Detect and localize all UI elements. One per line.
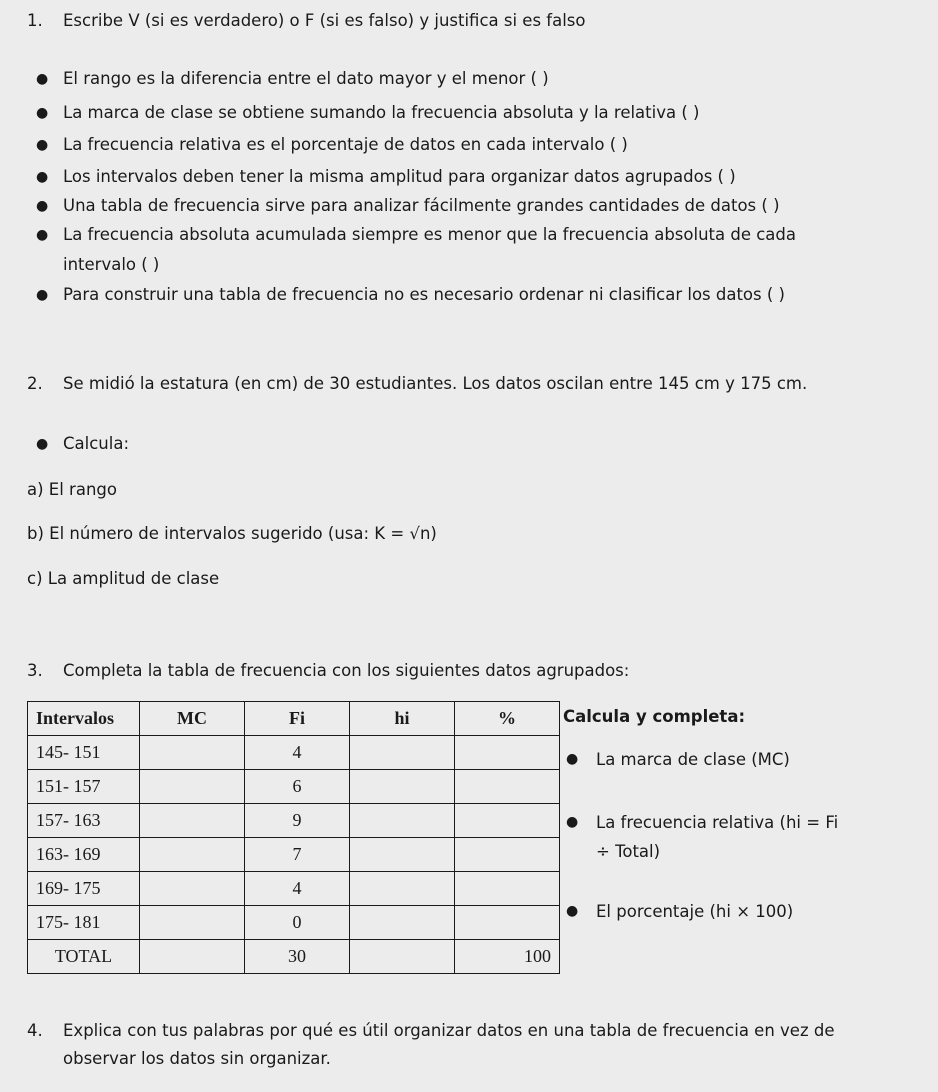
q2-calcula: Calcula: [63,434,129,453]
q1-statement-5: Una tabla de frecuencia sirve para analizar fácilmente grandes cantidades de datos ( ) [63,196,780,215]
bullet: ● [36,105,49,121]
cell-total-hi [350,940,455,974]
cell-fi: 7 [245,838,350,872]
q1-statement-6: La frecuencia absoluta acumulada siempre es menor que la frecuencia absoluta de cada [63,225,796,244]
q4-line2: observar los datos sin organizar. [63,1049,331,1068]
cell-mc [140,906,245,940]
side-item-hi: La frecuencia relativa (hi = Fi [596,813,839,832]
header-mc: MC [140,702,245,736]
cell-interval: 169- 175 [28,872,140,906]
cell-fi: 0 [245,906,350,940]
cell-interval: 175- 181 [28,906,140,940]
cell-total-percent: 100 [455,940,560,974]
cell-percent [455,804,560,838]
cell-total-label: TOTAL [28,940,140,974]
cell-fi: 4 [245,736,350,770]
frequency-table [27,701,560,974]
bullet: ● [36,137,49,153]
q2-number: 2. [27,374,43,393]
q1-statement-4: Los intervalos deben tener la misma amplitud para organizar datos agrupados ( ) [63,167,736,186]
q4-number: 4. [27,1021,43,1040]
q2-b: b) El número de intervalos sugerido (usa: K = √n) [27,524,437,543]
q1-statement-3: La frecuencia relativa es el porcentaje de datos en cada intervalo ( ) [63,135,628,154]
bullet: ● [566,814,579,830]
bullet: ● [36,71,49,87]
q2-a: a) El rango [27,480,117,499]
side-heading: Calcula y completa: [563,707,746,726]
q3-title-text: Completa la tabla de frecuencia con los siguientes datos agrupados: [63,661,630,680]
bullet: ● [566,751,579,767]
table-total-row [28,940,560,974]
table-row [28,838,560,872]
q4-title [27,1021,834,1040]
header-fi: Fi [245,702,350,736]
cell-mc [140,838,245,872]
side-item-mc: La marca de clase (MC) [596,750,790,769]
side-item-hi-cont: ÷ Total) [596,842,661,861]
q3-number: 3. [27,661,43,680]
bullet: ● [36,227,49,243]
q1-title-text: Escribe V (si es verdadero) o F (si es falso) y justifica si es falso [63,11,586,30]
q3-title [27,661,629,680]
cell-hi [350,736,455,770]
cell-interval: 151- 157 [28,770,140,804]
cell-fi: 9 [245,804,350,838]
q4-line1: Explica con tus palabras por qué es útil organizar datos en una tabla de frecuencia en vez de [63,1021,835,1040]
cell-percent [455,770,560,804]
cell-fi: 4 [245,872,350,906]
header-intervalos: Intervalos [28,702,140,736]
q2-title-text: Se midió la estatura (en cm) de 30 estudiantes. Los datos oscilan entre 145 cm y 175 cm. [63,374,808,393]
table-row [28,770,560,804]
q1-number: 1. [27,11,43,30]
q1-statement-2: La marca de clase se obtiene sumando la frecuencia absoluta y la relativa ( ) [63,103,700,122]
bullet: ● [36,169,49,185]
cell-hi [350,906,455,940]
cell-total-mc [140,940,245,974]
header-hi: hi [350,702,455,736]
cell-mc [140,872,245,906]
table-row [28,872,560,906]
table-header-row [28,702,560,736]
cell-percent [455,872,560,906]
table-row [28,906,560,940]
cell-hi [350,838,455,872]
q2-c: c) La amplitud de clase [27,569,220,588]
cell-mc [140,770,245,804]
cell-hi [350,770,455,804]
bullet: ● [566,903,579,919]
cell-percent [455,838,560,872]
table-row [28,736,560,770]
cell-hi [350,872,455,906]
q1-statement-6-cont: intervalo ( ) [63,255,160,274]
header-percent: % [455,702,560,736]
cell-interval: 157- 163 [28,804,140,838]
cell-fi: 6 [245,770,350,804]
q1-title [27,11,585,30]
side-item-percent: El porcentaje (hi × 100) [596,902,794,921]
q1-statement-1: El rango es la diferencia entre el dato mayor y el menor ( ) [63,69,549,88]
cell-mc [140,804,245,838]
bullet: ● [36,436,49,452]
q1-statement-7: Para construir una tabla de frecuencia no es necesario ordenar ni clasificar los datos ( ) [63,285,785,304]
cell-percent [455,736,560,770]
cell-interval: 163- 169 [28,838,140,872]
cell-mc [140,736,245,770]
bullet: ● [36,287,49,303]
cell-hi [350,804,455,838]
cell-percent [455,906,560,940]
cell-interval: 145- 151 [28,736,140,770]
table-row [28,804,560,838]
bullet: ● [36,198,49,214]
cell-total-fi: 30 [245,940,350,974]
q2-title [27,374,807,393]
